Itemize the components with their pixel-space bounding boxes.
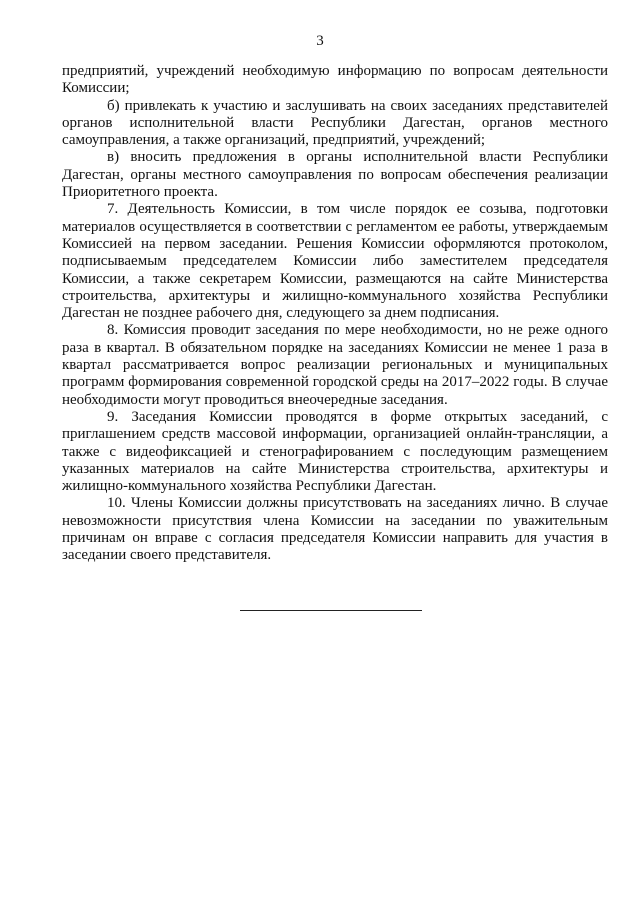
paragraph-10: 10. Члены Комиссии должны присутствовать на заседаниях лично. В случае невозможности присутствия члена Комиссии на заседании по уважительным причинам он вправе с согласия председателя Комиссии направить для участия в заседании своего представителя. xyxy=(62,495,608,564)
paragraph-8: 8. Комиссия проводит заседания по мере необходимости, но не реже одного раза в квартал. В обязательном порядке на заседаниях Комиссии не менее 1 раза в квартал рассматривается вопрос реализации региональных и муниципальных программ формирования современной городской среды на 2017–2022 годы. В случае необходимости могут проводиться внеочередные заседания. xyxy=(62,322,608,408)
paragraph-item-v: в) вносить предложения в органы исполнительной власти Республики Дагестан, органы местного самоуправления по вопросам обеспечения реализации Приоритетного проекта. xyxy=(62,149,608,201)
paragraph-continuation: предприятий, учреждений необходимую информацию по вопросам деятельности Комиссии; xyxy=(62,63,608,97)
document-body xyxy=(62,63,608,565)
paragraph-9: 9. Заседания Комиссии проводятся в форме открытых заседаний, с приглашением средств массовой информации, организацией онлайн-трансляции, а также с видеофиксацией и стенографированием с последующим размещением указанных материалов на сайте Министерства строительства, архитектуры и жилищно-коммунального хозяйства Республики Дагестан. xyxy=(62,408,608,495)
page-number: 3 xyxy=(316,33,324,49)
paragraph-7: 7. Деятельность Комиссии, в том числе порядок ее созыва, подготовки материалов осуществляется в соответствии с регламентом ее работы, утверждаемым Комиссией на первом заседании. Решения Комиссии оформляются протоколом, подписываемым председателем Комиссии либо заместителем председателя Комиссии, а также секретарем Комиссии, размещаются на сайте Министерства строительства, архитектуры и жилищно-коммунального хозяйства Республики Дагестан не позднее рабочего дня, следующего за днем подписания. xyxy=(62,201,608,322)
paragraph-item-b: б) привлекать к участию и заслушивать на своих заседаниях представителей органов исполнительной власти Республики Дагестан, органов местного самоуправления, а также организаций, предприятий, учреждений; xyxy=(62,97,608,149)
closing-divider-line xyxy=(240,610,422,611)
